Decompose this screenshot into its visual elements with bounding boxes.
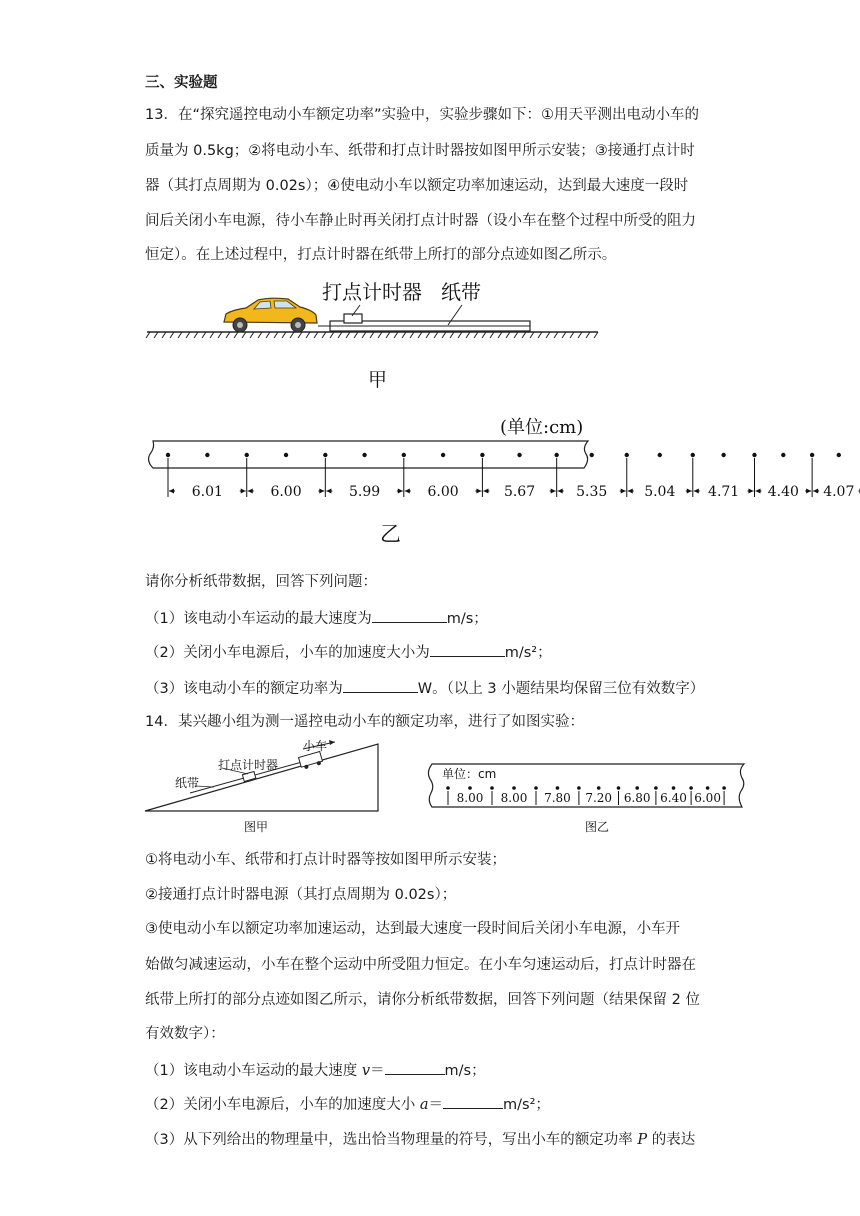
car-label: 小车: [303, 739, 328, 753]
arrow-head: [169, 489, 174, 494]
q13-item-2: [145, 642, 552, 663]
q14-intro: 14．某兴趣小组为测一遥控电动小车的额定功率，进行了如图实验：: [145, 714, 584, 730]
tape-dot: [617, 786, 621, 790]
answer-blank[interactable]: [443, 1094, 503, 1109]
tape-dot: [597, 786, 601, 790]
tape-dot: [245, 453, 249, 457]
tape-dot: [402, 453, 406, 457]
q14-item-3-tail: 的表达: [647, 1132, 696, 1148]
arrow-head: [748, 489, 753, 494]
equals-sign: ＝: [428, 1097, 443, 1113]
q14-step-1: ①将电动小车、纸带和打点计时器等按如图甲所示安装；: [145, 852, 506, 868]
equals-sign: ＝: [370, 1063, 385, 1079]
q13-line-5: 恒定）。在上述过程中，打点计时器在纸带上所打的部分点迹如图乙所示。: [145, 247, 617, 263]
q13-figure-a: [0, 270, 860, 390]
arrow-head: [248, 489, 253, 494]
segment-label: 6.40: [660, 791, 687, 805]
tape-dot: [722, 786, 726, 790]
arrow-head: [687, 489, 692, 494]
q13-item-2-text: （2）关闭小车电源后，小车的加速度大小为: [145, 645, 430, 661]
q14-item-3-text: （3）从下列给出的物理量中，选出恰当物理量的符号，写出小车的额定功率: [145, 1132, 638, 1148]
tape-dot: [752, 453, 756, 457]
var-v: v: [361, 1063, 371, 1079]
tape-dot: [691, 453, 695, 457]
q14-step-3c: 纸带上所打的部分点迹如图乙所示，请你分析纸带数据，回答下列问题（结果保留 2 位: [145, 992, 700, 1008]
answer-blank[interactable]: [343, 678, 418, 693]
arrow-head: [806, 489, 811, 494]
arrow-head: [326, 489, 331, 494]
segment-label: 6.01: [191, 484, 223, 500]
answer-blank[interactable]: [385, 1060, 445, 1075]
arrow-head: [628, 489, 633, 494]
q13-prompt: 请你分析纸带数据，回答下列问题：: [145, 574, 377, 590]
arrow-head: [551, 489, 556, 494]
segment-label: 4.40: [767, 484, 799, 500]
q14-item-3: [145, 1130, 695, 1150]
segment-label: 6.80: [623, 791, 651, 805]
tape-unit-label: (单位:cm): [500, 417, 584, 438]
tape-dot: [837, 453, 841, 457]
tape-unit-label: 单位：cm: [442, 767, 497, 781]
q13-item-3-text: （3）该电动小车的额定功率为: [145, 681, 343, 697]
tape-dot: [362, 453, 366, 457]
q13-item-1-unit: m/s；: [446, 611, 488, 627]
tape-dot: [468, 786, 472, 790]
tape-dot: [480, 453, 484, 457]
segment-label: 5.04: [644, 484, 676, 500]
q13-item-2-unit: m/s²；: [504, 645, 552, 661]
arrow-head: [621, 489, 626, 494]
tape-dot: [517, 453, 521, 457]
q13-figure-b: [0, 408, 860, 548]
segment-label: 4.71: [708, 484, 740, 500]
tape-dot: [577, 786, 581, 790]
tape-dot: [441, 453, 445, 457]
q13-item-1-text: （1）该电动小车运动的最大速度为: [145, 611, 372, 627]
car-icon: [224, 298, 317, 332]
tape-dot: [166, 453, 170, 457]
q14-item-1-unit: m/s；: [444, 1063, 486, 1079]
tape-dot: [654, 786, 658, 790]
tape-dot: [284, 453, 288, 457]
figure-a-caption: 甲: [368, 369, 388, 391]
tape-dot: [556, 786, 560, 790]
q14-item-2-unit: m/s²；: [503, 1097, 550, 1113]
arrow-head: [241, 489, 246, 494]
q14-step-3a: ③使电动小车以额定功率加速运动，达到最大速度一段时间后关闭小车电源，小车开: [145, 921, 680, 937]
q13-line-4: 间后关闭小车电源，待小车静止时再关闭打点计时器（设小车在整个过程中所受的阻力: [145, 213, 696, 229]
q14-item-2: [145, 1094, 550, 1115]
tape-dot: [781, 453, 785, 457]
tape-dot: [689, 786, 693, 790]
q13-item-3: [145, 678, 704, 699]
tape-dot: [512, 786, 516, 790]
arrow-head: [476, 489, 481, 494]
q14-item-1-text: （1）该电动小车运动的最大速度: [145, 1063, 362, 1079]
figure-b-caption: 乙: [380, 522, 401, 546]
q14-item-1: [145, 1060, 486, 1081]
segment-label: 7.80: [544, 791, 571, 805]
tape-label: 纸带: [441, 280, 481, 304]
tape-dot: [658, 453, 662, 457]
var-a: a: [419, 1097, 429, 1113]
answer-blank[interactable]: [372, 608, 447, 623]
arrow-head: [558, 489, 563, 494]
q13-line-2: 质量为 0.5kg；②将电动小车、纸带和打点计时器按如图甲所示安装；③接通打点计时: [145, 143, 695, 159]
segment-label: 5.99: [348, 484, 381, 500]
arrow-head: [405, 489, 410, 494]
q14-step-2: ②接通打点计时器电源（其打点周期为 0.02s）；: [145, 887, 457, 903]
segment-label: 4.07: [823, 484, 855, 500]
q14-item-2-text: （2）关闭小车电源后，小车的加速度大小: [145, 1097, 420, 1113]
figure-b-caption: 图乙: [585, 820, 610, 834]
segment-label: 6.00: [427, 484, 459, 500]
tape-dot: [446, 786, 450, 790]
arrow-head: [694, 489, 699, 494]
q13-line-1: 13．在“探究遥控电动小车额定功率”实验中，实验步骤如下：①用天平测出电动小车的: [145, 107, 699, 123]
tape-dot: [625, 453, 629, 457]
tape-dot: [323, 453, 327, 457]
segment-label: 7.20: [585, 791, 613, 805]
tape-dot: [706, 786, 710, 790]
tape-dot: [490, 786, 494, 790]
q14-step-3d: 有效数字）：: [145, 1026, 225, 1042]
tape-dot: [635, 786, 639, 790]
q14-step-3b: 始做匀减速运动，小车在整个运动中所受阻力恒定。在小车匀速运动后，打点计时器在: [145, 957, 696, 973]
figure-a-caption: 图甲: [244, 820, 269, 834]
timer-label: 打点计时器: [322, 280, 422, 304]
tape-label: 纸带: [175, 776, 200, 790]
tape-dot: [810, 453, 814, 457]
tape-dot: [590, 453, 594, 457]
arrow-head: [319, 489, 324, 494]
arrow-head: [813, 489, 818, 494]
q13-item-1: [145, 608, 488, 629]
arrow-head: [483, 489, 488, 494]
segment-label: 6.00: [694, 791, 721, 805]
var-p: P: [637, 1132, 648, 1148]
tape-dot: [205, 453, 209, 457]
tape-dot: [721, 453, 725, 457]
tape-dot: [534, 786, 538, 790]
section-title: 三、实验题: [145, 75, 218, 91]
q13-item-3-unit: W。（以上 3 小题结果均保留三位有效数字）: [417, 681, 705, 697]
arrow-head: [398, 489, 403, 494]
segment-label: 5.35: [576, 484, 608, 500]
answer-blank[interactable]: [430, 642, 505, 657]
segment-label: 8.00: [456, 791, 484, 805]
timer-label: 打点计时器: [218, 758, 279, 772]
tape-dot: [672, 786, 676, 790]
q13-line-3: 器（其打点周期为 0.02s）；④使电动小车以额定功率加速运动，达到最大速度一段时: [145, 178, 689, 194]
segment-label: 8.00: [500, 791, 528, 805]
segment-label: 5.67: [503, 484, 536, 500]
tape-dot: [554, 453, 558, 457]
arrow-head: [755, 489, 760, 494]
segment-label: 6.00: [270, 484, 302, 500]
